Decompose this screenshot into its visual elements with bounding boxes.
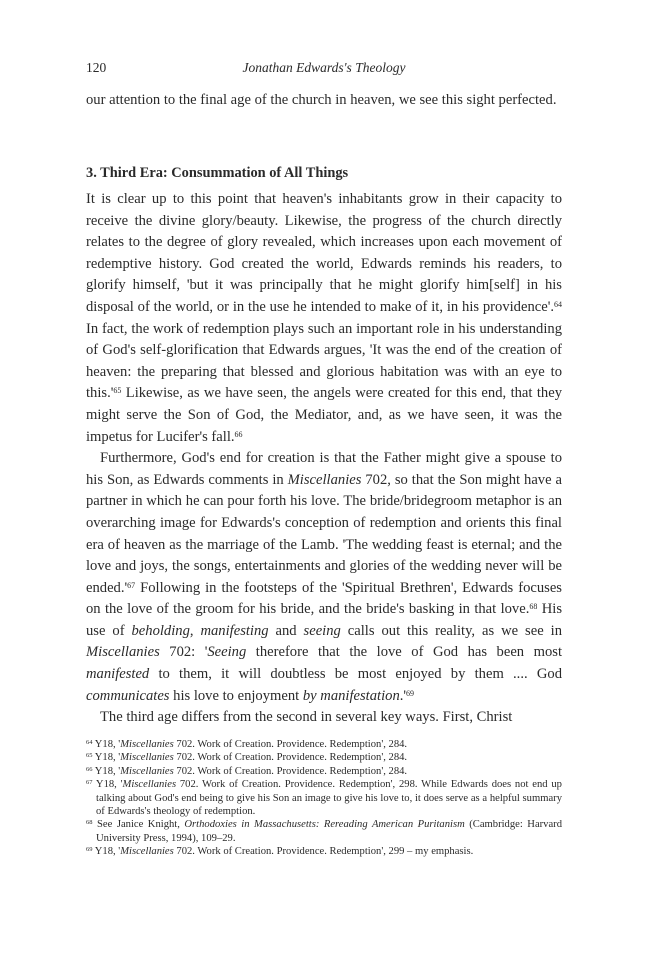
footnote: $^{68}$ See Janice Knight, Orthodoxies in Massachusetts: Rereading American Puritanism (Cambridge: Harvard University Press, 1994), 109–29. xyxy=(86,819,563,844)
footnote-number: 69 xyxy=(86,846,93,854)
paragraph-3: The third age differs from the second in several key ways. First, Christ xyxy=(100,709,513,726)
footnote-ref-64: 64 xyxy=(554,299,562,309)
intro-paragraph: our attention to the final age of the church in heaven, we see this sight perfected. xyxy=(86,92,557,108)
footnote-ref-68: 68 xyxy=(529,602,538,612)
footnote: $^{65}$ Y18, 'Miscellanies 702. Work of Creation. Providence. Redemption', 284. xyxy=(86,752,408,764)
paragraph-2: Furthermore, God's end for creation is that the Father might give a spouse to his Son, as Edwards comments in Miscellanies 702, so that the Son might have a partner in which he can pour forth his love. The bride/bridegroom metaphor is an overarching image for Edwards's conception of redemption and orients this final era of heaven as the marriage of the Lamb. 'The wedding feast is eternal; and the love and joys, the songs, entertainments and glories of the wedding never will be $ended.'^{67}$ Following in the footsteps of the 'Spiritual Brethren', Edwards focuses on the love of the groom for his bride, and the bride's basking in that love.$^{68}$ His use of beholding, manifesting and seeing calls out this reality, as we see in Miscellanies 702: 'Seeing therefore that the love of God has been most manifested to them, it will doubtless be most enjoyed by them .... God communicates his love to enjoyment by $manifestation.'^{69}$ xyxy=(86,450,562,704)
footnote-number: 64 xyxy=(86,739,93,746)
section-heading: 3. Third Era: Consummation of All Things xyxy=(86,165,349,181)
footnote: $^{67}$ Y18, 'Miscellanies 702. Work of Creation. Providence. Redemption', 298. While Edwards does not end up talking about God's end being to give his Son an image to give his love to, it does serve as a helpful summary of Edwards's theology of redemption. xyxy=(86,779,562,818)
section-body xyxy=(86,189,562,729)
page-number: 120 xyxy=(86,60,107,75)
footnote-ref-66: 66 xyxy=(234,429,243,439)
footnote-number: 66 xyxy=(86,765,93,773)
footnote-ref-69: 69 xyxy=(406,688,415,698)
footnote-ref-65: 65 xyxy=(113,386,122,396)
paragraph-1: It is clear up to this point that heaven's inhabitants grow in their capacity to receive the divine glory/beauty. Likewise, the progress of the church directly relates to the degree of glory revealed, which increases upon each movement of redemptive history. God created the world, Edwards reminds his readers, to glorify himself, 'but it was principally that he might glorify him[self] in his disposal of the world, or in the use he intended to make of it, in his providence'.$^{64}$ In fact, the work of redemption plays such an important role in his understanding of God's self-glorification that Edwards argues, 'It was the end of the creation of heaven: the preparing that blessed and glorious habitation was with an eye to $this.'^{65}$ Likewise, as we have seen, the angels were created for this end, that they might serve the Son of God, the Mediator, and, as we have seen, it was the impetus for Lucifer's fall.$^{66}$ xyxy=(86,191,562,445)
footnote: $^{69}$ Y18, 'Miscellanies 702. Work of Creation. Providence. Redemption', 299 – my emphasis. xyxy=(86,846,474,858)
footnote: $^{64}$ Y18, 'Miscellanies 702. Work of Creation. Providence. Redemption', 284. xyxy=(86,739,408,750)
footnote: $^{66}$ Y18, 'Miscellanies 702. Work of Creation. Providence. Redemption', 284. xyxy=(86,765,408,777)
running-title: Jonathan Edwards's Theology xyxy=(242,60,406,75)
running-header xyxy=(86,60,562,80)
footnotes xyxy=(86,738,562,859)
footnote-number: 68 xyxy=(86,819,93,827)
footnote-number: 65 xyxy=(86,752,93,760)
footnote-number: 67 xyxy=(86,779,93,787)
footnote-ref-67: 67 xyxy=(127,580,136,590)
